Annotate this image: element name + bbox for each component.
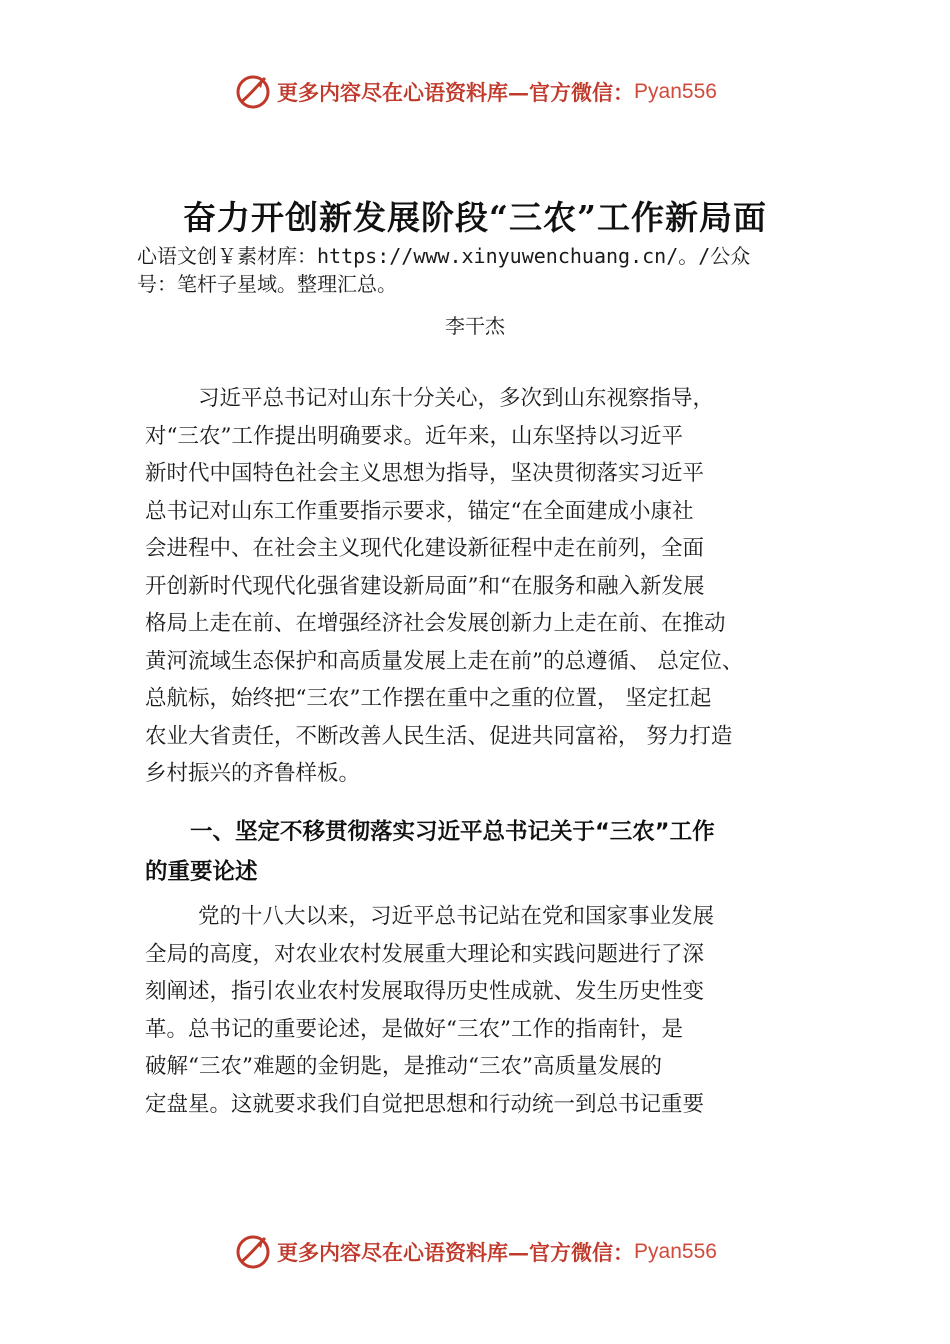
text-line: 党的十八大以来，习近平总书记站在党和国家事业发展 (198, 904, 715, 929)
section-heading (145, 812, 715, 892)
author-name: 李干杰 (445, 314, 505, 338)
source-line: 心语文创￥素材库：https://www.xinyuwenchuang.cn/。/公众 (137, 244, 751, 268)
section-paragraph (145, 898, 714, 1123)
text-line: 总书记对山东工作重要指示要求，锚定“在全面建成小康社 (145, 498, 694, 524)
intro-paragraph (145, 380, 743, 793)
text-line: 黄河流域生态保护和高质量发展上走在前”的总遵循、 总定位、 (145, 648, 744, 674)
text-line: 乡村振兴的齐鲁样板。 (145, 761, 361, 786)
text-line: 开创新时代现代化强省建设新局面”和“在服务和融入新发展 (145, 573, 705, 599)
text-line: 习近平总书记对山东十分关心，多次到山东视察指导， (198, 386, 715, 411)
footer-watermark (0, 1232, 950, 1272)
text-line: 新时代中国特色社会主义思想为指导，坚决贯彻落实习近平 (145, 461, 705, 486)
text-line: 革。总书记的重要论述，是做好“三农”工作的指南针，是 (145, 1016, 683, 1042)
text-line: 总航标，始终把“三农”工作摆在重中之重的位置， 坚定扛起 (145, 686, 712, 711)
watermark-wechat-id: Pyan556 (634, 80, 717, 103)
text-line: 全局的高度，对农业农村发展重大理论和实践问题进行了深 (145, 941, 705, 967)
text-line: 会进程中、在社会主义现代化建设新征程中走在前列，全面 (145, 536, 705, 561)
brand-logo-icon (233, 1232, 273, 1272)
watermark-text: 更多内容尽在心语资料库—官方微信： (277, 80, 635, 105)
source-line: 号：笔杆子星域。整理汇总。 (137, 272, 397, 296)
text-line: 定盘星。这就要求我们自觉把思想和行动统一到总书记重要 (145, 1091, 705, 1117)
text-line: 格局上走在前、在增强经济社会发展创新力上走在前、在推动 (145, 611, 726, 636)
text-line: 农业大省责任，不断改善人民生活、促进共同富裕， 努力打造 (145, 723, 733, 749)
heading-line: 一、坚定不移贯彻落实习近平总书记关于“三农”工作 (190, 819, 715, 845)
text-line: 破解“三农”难题的金钥匙，是推动“三农”高质量发展的 (145, 1054, 662, 1079)
text-line: 对“三农”工作提出明确要求。近年来，山东坚持以习近平 (145, 423, 683, 449)
brand-logo-icon (233, 72, 273, 112)
header-watermark (0, 72, 950, 112)
document-title: 奋力开创新发展阶段“三农”工作新局面 (183, 198, 767, 237)
source-note (137, 242, 842, 298)
text-line: 刻阐述，指引农业农村发展取得历史性成就、发生历史性变 (145, 979, 705, 1004)
heading-line: 的重要论述 (145, 859, 258, 885)
watermark-text: 更多内容尽在心语资料库—官方微信： (277, 1240, 635, 1265)
watermark-wechat-id: Pyan556 (634, 1240, 717, 1263)
